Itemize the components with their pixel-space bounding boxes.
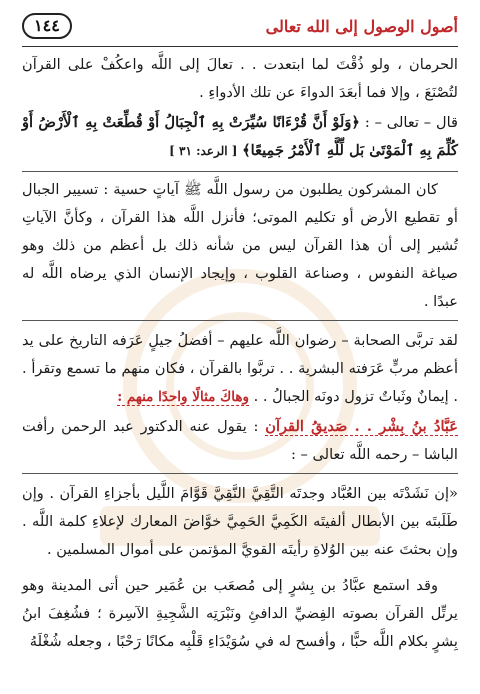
verse-reference: [ الرعد: ٣١ ] (169, 144, 238, 158)
verse-text: ﴿وَلَوْ أَنَّ قُرْءَانًا سُيِّرَتْ بِهِ ٱلْجِبَالُ أَوْ قُطِّعَتْ بِهِ ٱلْأَرْضُ أَوْ كُلِّمَ بِهِ ٱلْمَوْتَىٰ بَل لِّلَّهِ ٱلْأَمْرُ جَمِيعًا﴾ (22, 114, 458, 159)
running-title: أصول الوصول إلى الله تعالى (265, 16, 458, 36)
section-heading-name: عَبَّادُ بنُ بِشْر . . صَديقُ القرآن (265, 418, 459, 435)
example-note: وهاكَ مثالًا واحدًا منهم : (117, 389, 249, 405)
paragraph-3 (22, 327, 458, 411)
paragraph-4-text: : يقول عنه الدكتور عبد الرحمن رأفت الباشا – رحمه اللَّه تعالى – : (22, 418, 458, 463)
paragraph-2: كان المشركون يطلبون من رسول اللَّه ﷺ آياتٍ حسية : تسيير الجبال أو تقطيع الأرض أو تكليم الموتى؛ فأنزل اللَّه هذا القرآن ، وكأنَّ الآياتِ تُشير إلى أن هذا القرآن ليس من شأنه ذلك بل أعظم من ذلك وهو صياغة النفوس ، وصناعة القلوب ، وإيجاد الإنسان الذي يرضاه اللَّه له عبدًا . (22, 181, 458, 310)
verse-intro: قال – تعالى – : (364, 114, 458, 131)
paragraph-3-text: لقد تربَّى الصحابة – رضوان اللَّه عليهم – أفضلُ جيلٍ عَرَفه التاريخ على يد أعظم مربٍّ عَرَفته البشرية . . تربَّوا بالقرآن ، فكان منهم ما تسمع وتقرأ . . إيمانٌ وثَباتٌ تزول دونَه الجبالُ . . (22, 332, 458, 405)
quote-paragraph-1: «إن نَشَدْتَه بين العُبَّاد وجدتَه التَّقِيَّ النَّقِيَّ قَوَّامَ اللَّيل بأجزاءِ القرآن . وإن طَلَبتَه بين الأبطال ألفيتَه الكَمِيَّ الحَمِيَّ خوَّاضَ المعارك لإعلاءِ كلمة اللَّه . وإن بحثتَ عنه بين الوُلاةِ رأيتَه القويَّ المؤتمن على أموال المسلمين . (22, 485, 458, 558)
section-divider (22, 320, 458, 321)
page-body (22, 51, 458, 656)
paragraph-4 (22, 413, 458, 469)
page-header (22, 6, 458, 47)
paragraph-1: الحرمان ، ولو ذُقْتَ لما ابتعدت . . تعالَ إلى اللَّه واعكُفْ على القرآن لتُصْنَعَ ، وإلا فما أبعَدَ الدواءَ عن تلك الأدواءِ . (22, 56, 458, 101)
book-page (0, 6, 480, 694)
quote-paragraph-2: وقد استمع عبَّادُ بن بِشرٍ إلى مُصعَب بن عُمَير حين أتى المدينة وهو يرتِّل القرآن بصوته الفِضيِّ الدافئِ ونَبْرَتِه الشَّجِيةِ الآسِرة ؛ فشُغِفَ ابنُ بِشرٍ بكلام اللَّه حبًّا ، وأفسح له في سُوَيْدَاءِ قَلْبِه مكانًا رَحْبًا ، وجعله شُغْلَهُ (22, 577, 458, 650)
section-divider-2 (22, 473, 458, 474)
page-number: ١٤٤ (22, 13, 72, 39)
quran-verse-block (22, 109, 458, 172)
